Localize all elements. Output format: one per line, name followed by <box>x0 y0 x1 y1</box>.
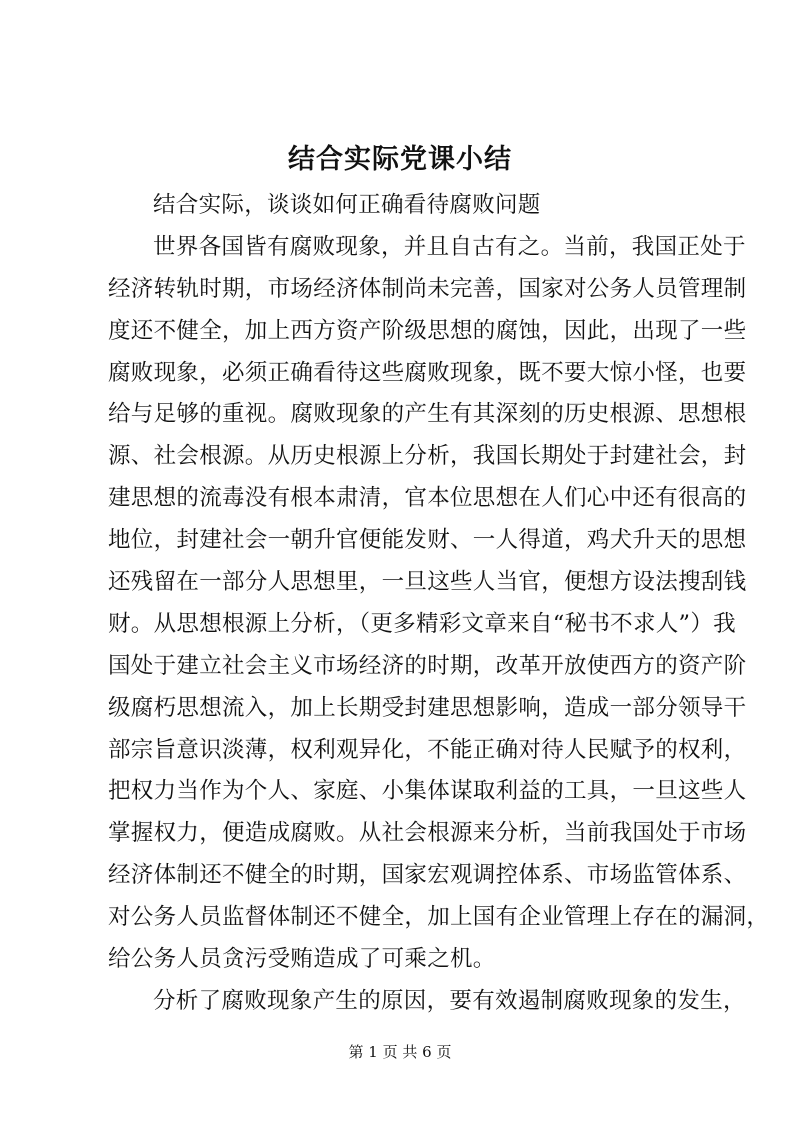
paragraph-line: 财。从思想根源上分析，（更多精彩文章来自“秘书不求人”）我 <box>108 610 736 637</box>
paragraph-line: 腐败现象，必须正确看待这些腐败现象，既不要大惊小怪，也要 <box>108 359 747 386</box>
document-body <box>108 185 770 1023</box>
subtitle-line: 结合实际，谈谈如何正确看待腐败问题 <box>153 192 541 218</box>
paragraph-line: 对公务人员监督体制还不健全，加上国有企业管理上存在的漏洞， <box>108 904 770 931</box>
paragraph-line: 国处于建立社会主义市场经济的时期，改革开放使西方的资产阶 <box>108 652 747 679</box>
paragraph-line: 经济转轨时期，市场经济体制尚未完善，国家对公务人员管理制 <box>108 275 747 302</box>
paragraph-line: 把权力当作为个人、家庭、小集体谋取利益的工具，一旦这些人 <box>108 778 747 805</box>
paragraph-line: 经济体制还不健全的时期，国家宏观调控体系、市场监管体系、 <box>108 862 747 889</box>
paragraph-line: 源、社会根源。从历史根源上分析，我国长期处于封建社会，封 <box>108 443 747 470</box>
document-title: 结合实际党课小结 <box>288 144 512 175</box>
paragraph-line: 掌握权力，便造成腐败。从社会根源来分析，当前我国处于市场 <box>108 820 747 847</box>
paragraph-line: 给与足够的重视。腐败现象的产生有其深刻的历史根源、思想根 <box>108 401 747 428</box>
paragraph-line: 地位，封建社会一朝升官便能发财、一人得道，鸡犬升天的思想 <box>108 527 747 554</box>
page-footer: 第 1 页 共 6 页 <box>348 1043 452 1061</box>
paragraph-line: 度还不健全，加上西方资产阶级思想的腐蚀，因此，出现了一些 <box>108 317 747 344</box>
paragraph-line: 部宗旨意识淡薄，权利观异化，不能正确对待人民赋予的权利， <box>108 736 747 763</box>
paragraph-line: 世界各国皆有腐败现象，并且自古有之。当前，我国正处于 <box>153 233 746 260</box>
paragraph-line: 级腐朽思想流入，加上长期受封建思想影响，造成一部分领导干 <box>108 694 747 721</box>
paragraph-line: 还残留在一部分人思想里，一旦这些人当官，便想方设法搜刮钱 <box>108 569 747 596</box>
paragraph-line: 分析了腐败现象产生的原因，要有效遏制腐败现象的发生， <box>153 987 746 1014</box>
paragraph-line: 建思想的流毒没有根本肃清，官本位思想在人们心中还有很高的 <box>108 485 747 512</box>
paragraph-line: 给公务人员贪污受贿造成了可乘之机。 <box>108 946 496 973</box>
